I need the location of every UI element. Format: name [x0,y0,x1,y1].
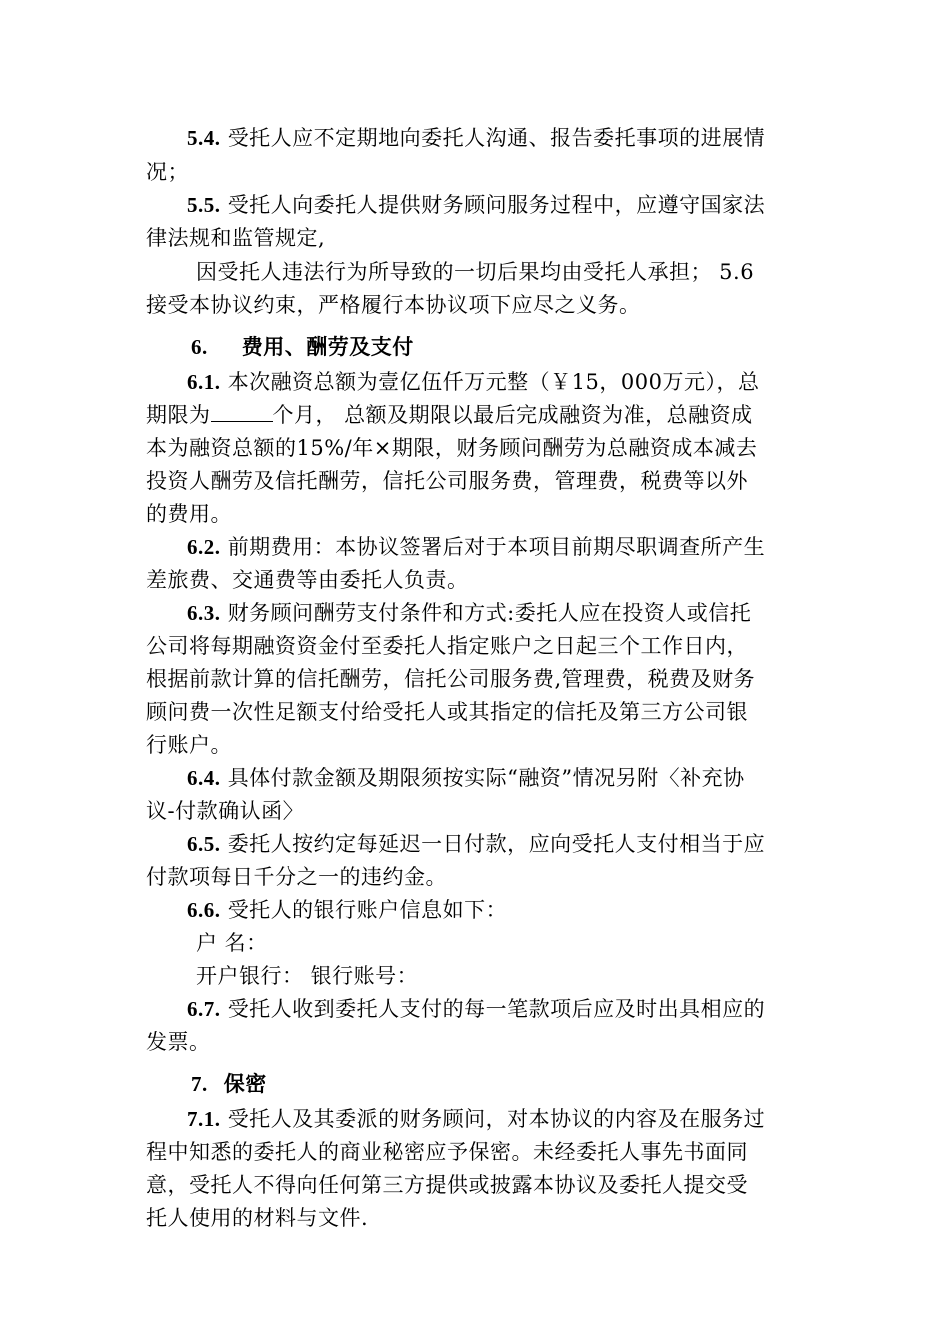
clause-6-3-line-5: 行账户。 [146,733,232,757]
section-number: 7. [191,1072,208,1096]
clause-5-4-line-2: 况； [146,160,189,184]
clause-text: 受托人的银行账户信息如下： [227,898,508,922]
clause-5-4-line-1 [187,122,765,154]
clause-text: 委托人按约定每延迟一日付款，应向受托人支付相当于应 [227,832,766,856]
clause-7-1-line-3: 意，受托人不得向任何第三方提供或披露本协议及委托人提交受 [146,1173,748,1197]
clause-text: 受托人向委托人提供财务顾问服务过程中，应遵守国家法 [227,193,766,217]
clause-6-3-line-1 [187,597,751,629]
clause-6-7-line-2: 发票。 [146,1030,211,1054]
section-title: 保密 [223,1071,267,1096]
clause-text: 具体付款金额及期限须按实际“融资”情况另附〈补充协 [227,766,745,790]
clause-number: 6.7. [187,997,221,1021]
clause-6-1-line-1 [187,366,760,398]
clause-6-5-line-2: 付款项每日千分之一的违约金。 [146,865,447,889]
clause-6-1-line-2 [146,399,753,431]
clause-number: 5.4. [187,126,221,150]
clause-5-6-line: 接受本协议约束，严格履行本协议项下应尽之义务。 [146,293,641,317]
clause-6-1-line-5: 的费用。 [146,502,232,526]
clause-6-3-line-4: 顾问费一次性足额支付给受托人或其指定的信托及第三方公司银 [146,700,748,724]
clause-6-7-line-1 [187,993,765,1025]
section-7-heading [191,1068,267,1100]
section-title: 费用、酬劳及支付 [241,334,414,359]
clause-number: 7.1. [187,1107,221,1131]
clause-6-3-line-3: 根据前款计算的信托酬劳，信托公司服务费,管理费，税费及财务 [146,667,756,691]
section-6-heading [191,331,414,363]
clause-6-2-line-2: 差旅费、交通费等由委托人负责。 [146,568,469,592]
clause-text: 个月， 总额及期限以最后完成融资为准，总融资成 [272,403,753,427]
clause-6-1-line-3: 本为融资总额的15%/年×期限，财务顾问酬劳为总融资成本减去 [146,436,758,460]
blank-underline [211,401,273,422]
clause-text: 受托人及其委派的财务顾问，对本协议的内容及在服务过 [227,1107,766,1131]
clause-text: 本次融资总额为壹亿伍仟万元整（￥15，000万元），总 [227,370,760,394]
clause-text: 期限为 [146,403,211,427]
clause-5-5-line-1 [187,189,765,221]
clause-number: 6.4. [187,766,221,790]
clause-number: 6.5. [187,832,221,856]
clause-number: 6.3. [187,601,221,625]
clause-6-3-line-2: 公司将每期融资资金付至委托人指定账户之日起三个工作日内， [146,634,748,658]
clause-number: 6.1. [187,370,221,394]
clause-6-1-line-4: 投资人酬劳及信托酬劳，信托公司服务费，管理费，税费等以外 [146,469,748,493]
clause-text: 受托人应不定期地向委托人沟通、报告委托事项的进展情 [227,126,766,150]
clause-6-6-line-1 [187,894,507,926]
clause-number: 6.2. [187,535,221,559]
clause-7-1-line-4: 托人使用的材料与文件. [146,1206,369,1230]
clause-5-5-line-2: 律法规和监管规定, [146,226,326,250]
clause-6-4-line-1 [187,762,745,794]
clause-text: 财务顾问酬劳支付条件和方式:委托人应在投资人或信托 [227,601,752,625]
account-name-label: 户 名： [196,931,268,955]
clause-6-5-line-1 [187,828,765,860]
section-number: 6. [191,335,208,359]
clause-number: 6.6. [187,898,221,922]
clause-7-1-line-1 [187,1103,765,1135]
clause-5-5-line-3: 因受托人违法行为所导致的一切后果均由受托人承担； 5.6 [196,260,755,284]
clause-text: 受托人收到委托人支付的每一笔款项后应及时出具相应的 [227,997,766,1021]
clause-text: 前期费用：本协议签署后对于本项目前期尽职调查所产生 [227,535,766,559]
clause-6-4-line-2: 议-付款确认函〉 [146,799,305,823]
bank-info-label: 开户银行： 银行账号： [196,964,419,988]
clause-7-1-line-2: 程中知悉的委托人的商业秘密应予保密。未经委托人事先书面同 [146,1140,748,1164]
clause-number: 5.5. [187,193,221,217]
clause-6-2-line-1 [187,531,765,563]
